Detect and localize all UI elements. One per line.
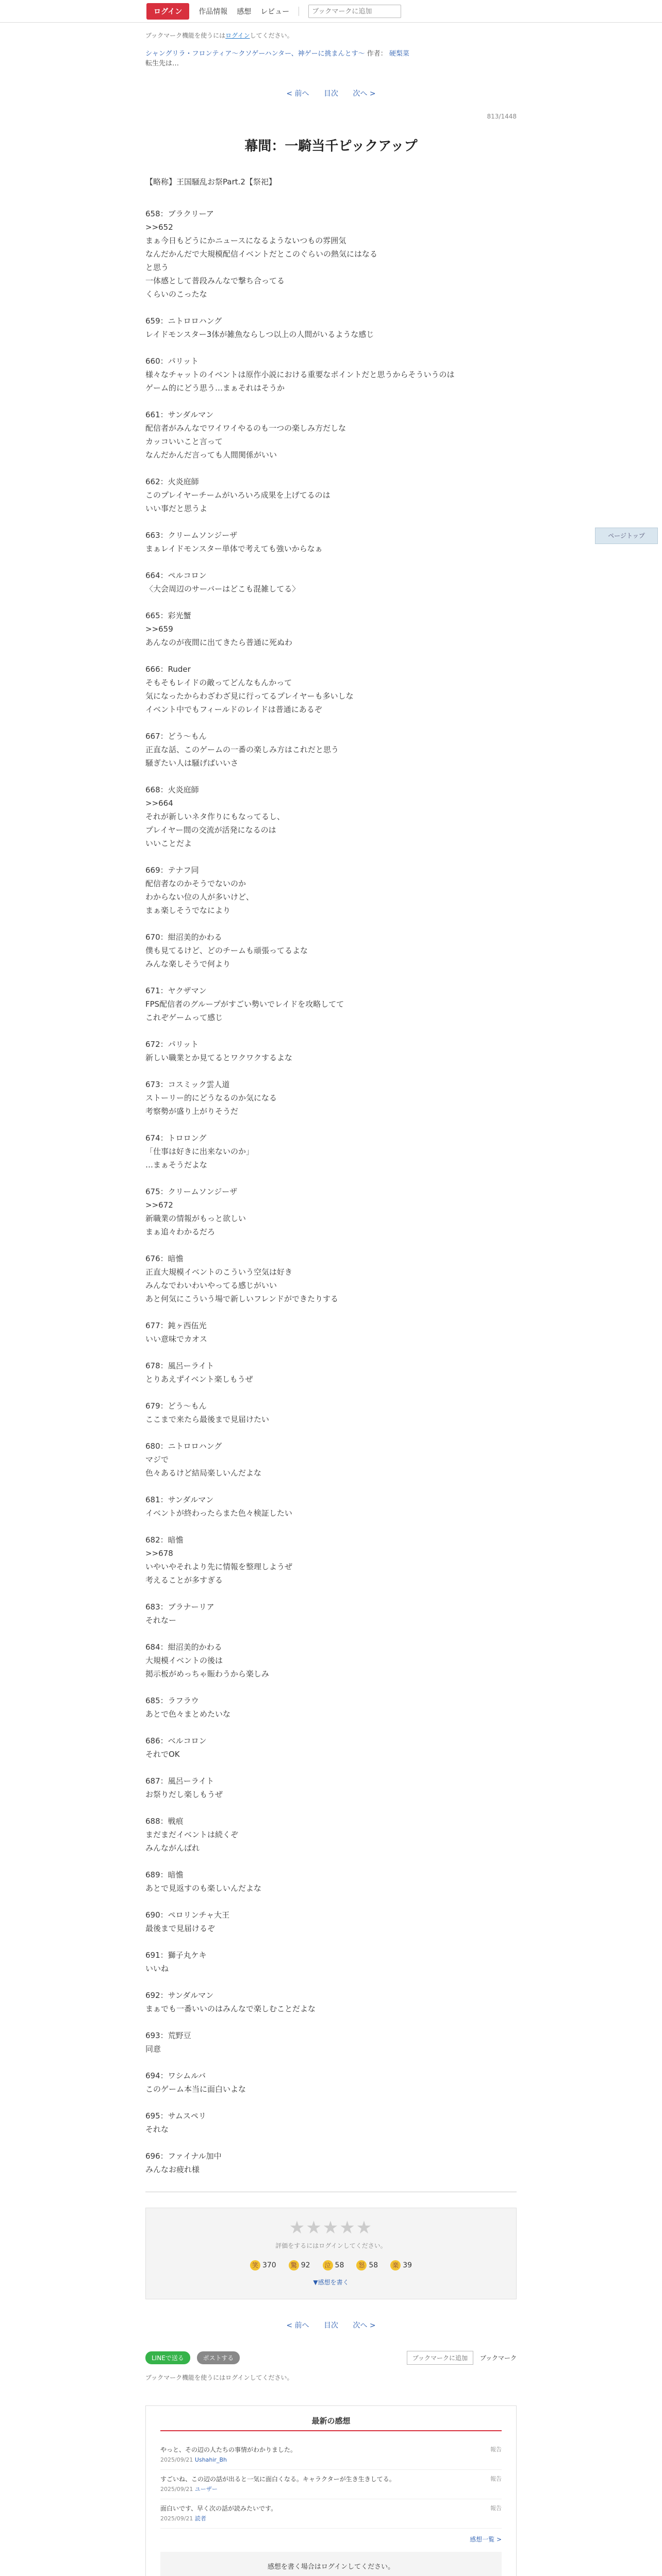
post-block	[145, 1640, 517, 1681]
comment-user-link[interactable]: ユーザー	[194, 2486, 218, 2493]
next-link[interactable]: 次へ >	[353, 2321, 376, 2330]
toc-link[interactable]: 目次	[324, 2321, 338, 2330]
bookmark-note-bottom: ブックマーク機能を使うにはログインしてください。	[145, 2374, 293, 2381]
share-bar	[145, 2351, 517, 2365]
comment-item	[160, 2470, 502, 2499]
reaction-1[interactable]	[289, 2260, 310, 2270]
comment-login-note: 感想を書く場合はログインしてください。	[160, 2552, 502, 2576]
post-header: 684：紺沼美的かわる	[145, 1642, 222, 1652]
comments-title: 最新の感想	[160, 2415, 502, 2431]
post-block	[145, 2149, 517, 2176]
post-header: 689：暗憺	[145, 1870, 184, 1879]
bookmark-label[interactable]: ブックマーク	[479, 2354, 517, 2362]
post-body: 「仕事は好きに出来ないのか」 …まぁそうだよな	[145, 1147, 254, 1170]
comment-text: すごいね、この辺の話が出ると一気に面白くなる。キャラクターが生き生きしてる。	[160, 2476, 395, 2483]
prev-link[interactable]: < 前へ	[286, 2321, 309, 2330]
post-header: 675：クリームソンジーザ	[145, 1187, 238, 1196]
comment-user-link[interactable]: 読者	[194, 2515, 206, 2522]
post-body: まぁレイドモンスター単体で考えても強いからなぁ	[145, 544, 323, 553]
post-block	[145, 1989, 517, 2015]
reaction-3[interactable]	[356, 2260, 378, 2270]
reaction-count: 58	[335, 2261, 344, 2269]
bookmark-note	[145, 31, 517, 40]
post-body: いいね	[145, 1964, 169, 1973]
bookmark-add-button[interactable]: ブックマークに追加	[407, 2351, 473, 2365]
post-block	[145, 207, 517, 301]
post-header: 694：ワシムルバ	[145, 2071, 206, 2080]
comment-date: 2025/09/21	[160, 2515, 193, 2522]
post-block	[145, 1319, 517, 1346]
reaction-icon: 怒	[356, 2260, 367, 2270]
post-block	[145, 930, 517, 971]
post-body: まぁでも一番いいのはみんなで楽しむことだよな	[145, 2004, 316, 2013]
post-block	[145, 783, 517, 850]
line-share-button[interactable]: LINEで送る	[145, 2351, 190, 2364]
post-body: みんなお疲れ様	[145, 2165, 200, 2174]
post-header: 666：Ruder	[145, 665, 191, 674]
post-body: ストーリー的にどうなるのか気になる 考察勢が盛り上がりそうだ	[145, 1093, 277, 1116]
post-body: そもそもレイドの敵ってどんなもんかって 気になったからわざわざ見に行ってるプレイヤーも多いしな イベント中でもフィールドのレイドは普通にあるぞ	[145, 678, 354, 714]
reaction-count: 370	[262, 2261, 276, 2269]
post-block	[145, 1078, 517, 1118]
post-header: 693：荒野豆	[145, 2031, 191, 2040]
post-header: 680：ニトロロハング	[145, 1442, 222, 1451]
evaluation-note: 評価をするにはログインしてください。	[275, 2242, 387, 2249]
posts-list	[145, 207, 517, 2176]
reaction-0[interactable]	[250, 2260, 276, 2270]
login-button[interactable]: ログイン	[146, 3, 189, 20]
post-header: 687：風呂ーライト	[145, 1776, 214, 1786]
post-body: あとで見返すのも楽しいんだよな	[145, 1884, 262, 1893]
post-header: 661：サンダルマン	[145, 410, 214, 419]
post-body: >>664 それが新しいネタ作りにもなってるし、 プレイヤー間の交流が活発になるのは いいことだよ	[145, 799, 285, 848]
post-header: 685：ラフラウ	[145, 1696, 199, 1705]
post-block	[145, 1038, 517, 1064]
comment-user-link[interactable]: Ushahir_Bh	[194, 2456, 227, 2463]
post-block	[145, 1908, 517, 1935]
post-header: 663：クリームソンジーザ	[145, 531, 238, 540]
report-link[interactable]: 報告	[490, 2476, 502, 2482]
post-header: 691：獅子丸ケキ	[145, 1951, 207, 1960]
post-header: 679：どう〜もん	[145, 1401, 207, 1411]
post-body: >>672 新職業の情報がもっと欲しい まぁ追々わかるだろ	[145, 1200, 246, 1236]
breadcrumb	[145, 48, 517, 67]
evaluation-box	[145, 2208, 517, 2299]
post-block	[145, 314, 517, 341]
post-header: 668：火炎庭師	[145, 785, 199, 794]
next-link[interactable]: 次へ >	[353, 90, 376, 98]
post-header: 659：ニトロロハング	[145, 316, 222, 326]
comment-meta	[160, 2514, 502, 2524]
write-impression-link[interactable]: ▼感想を書く	[313, 2279, 349, 2286]
post-block	[145, 354, 517, 395]
post-body: 新しい職業とか見てるとワクワクするよな	[145, 1053, 293, 1062]
report-link[interactable]: 報告	[490, 2505, 502, 2512]
post-header: 688：戦痕	[145, 1817, 184, 1826]
post-header: 677：鈍ヶ西伍光	[145, 1321, 207, 1330]
post-block	[145, 1815, 517, 1855]
post-block	[145, 2109, 517, 2136]
nav-item-review[interactable]: レビュー	[260, 7, 290, 16]
post-body: 大規模イベントの後は 掲示板がめっちゃ賑わうから楽しみ	[145, 1656, 269, 1679]
comment-text: やっと、その辺の人たちの事情がわかりました。	[160, 2446, 297, 2453]
nav-item-info[interactable]: 作品情報	[198, 7, 228, 16]
toc-link[interactable]: 目次	[324, 90, 338, 98]
comment-date: 2025/09/21	[160, 2486, 193, 2493]
post-body: 〈大会周辺のサーバーはどこも混雑してる〉	[145, 584, 300, 594]
post-block	[145, 569, 517, 596]
post-header: 681：サンダルマン	[145, 1495, 214, 1504]
post-block	[145, 1185, 517, 1239]
post-body: FPS配信者のグループがすごい勢いでレイドを攻略してて これぞゲームって感じ	[145, 999, 344, 1022]
post-header: 674：トロロング	[145, 1133, 207, 1143]
post-block	[145, 984, 517, 1024]
reaction-4[interactable]	[390, 2260, 412, 2270]
author-label: 作者：	[367, 50, 387, 58]
comment-meta	[160, 2455, 502, 2465]
bookmark-add-input[interactable]	[308, 5, 401, 18]
post-body: >>659 あんなのが夜間に出てきたら普通に死ぬわ	[145, 624, 293, 647]
post-block	[145, 663, 517, 716]
post-header: 673：コスミック雲人道	[145, 1080, 230, 1089]
bookmark-note-suffix: してください。	[250, 32, 293, 39]
chapter-title: 幕間：一騎当千ピックアップ	[244, 139, 418, 154]
post-body: それなー	[145, 1616, 177, 1625]
nav-item-impressions[interactable]: 感想	[237, 7, 252, 16]
post-header: 676：暗憺	[145, 1254, 184, 1263]
post-header: 670：紺沼美的かわる	[145, 933, 222, 942]
post-block	[145, 1774, 517, 1801]
topbar	[0, 0, 662, 23]
post-block	[145, 1359, 517, 1386]
post-header: 664：ペルコロン	[145, 571, 207, 580]
post-body: イベントが終わったらまた色々検証したい	[145, 1509, 292, 1518]
series-link[interactable]: シャングリラ・フロンティア〜クソゲーハンター、神ゲーに挑まんとす〜	[145, 50, 365, 58]
post-body: >>678 いやいやそれより先に情報を整理しようぜ 考えることが多すぎる	[145, 1549, 293, 1585]
post-header: 660：パリット	[145, 357, 199, 366]
post-body: ここまで来たら最後まで見届けたい	[145, 1415, 270, 1424]
post-block	[145, 475, 517, 515]
episode-nav-bottom	[145, 2320, 517, 2330]
post-header: 695：サムスペリ	[145, 2111, 206, 2121]
post-body: お祭りだし楽しもうぜ	[145, 1790, 223, 1799]
post-block	[145, 1252, 517, 1306]
post-block	[145, 1439, 517, 1480]
reaction-icon: 笑	[250, 2260, 260, 2270]
post-header: 692：サンダルマン	[145, 1991, 214, 2000]
post-header: 690：ペロリンチャ大王	[145, 1910, 230, 1920]
post-body: 正直な話、このゲームの一番の楽しみ方はこれだと思う 騒ぎたい人は騒げばいいさ	[145, 745, 339, 768]
bookmark-login-link[interactable]: ログイン	[225, 32, 250, 39]
post-block	[145, 529, 517, 555]
post-block	[145, 1493, 517, 1520]
post-body: 僕も見てるけど、どのチームも頑張ってるよな みんな楽しそうで何より	[145, 946, 308, 969]
post-body: まだまだイベントは続くぞ みんながんばれ	[145, 1830, 239, 1853]
prev-link[interactable]: < 前へ	[286, 90, 309, 98]
post-body: このプレイヤーチームがいろいろ成果を上げてるのは いい事だと思うよ	[145, 490, 330, 513]
comment-item	[160, 2499, 502, 2529]
post-body: いい意味でカオス	[145, 1334, 207, 1344]
comment-item	[160, 2441, 502, 2470]
reaction-count: 39	[403, 2261, 412, 2269]
post-block	[145, 1948, 517, 1975]
post-block	[145, 1734, 517, 1761]
post-body: あとで色々まとめたいな	[145, 1709, 231, 1719]
post-body: それな	[145, 2125, 169, 2134]
report-link[interactable]: 報告	[490, 2446, 502, 2453]
reactions	[146, 2260, 516, 2270]
main-container	[145, 31, 517, 2576]
post-header: 683：ブラナーリア	[145, 1602, 214, 1612]
post-header: 665：彩光蟹	[145, 611, 191, 620]
reaction-2[interactable]	[323, 2260, 344, 2270]
post-body: 様々なチャットのイベントは原作小説における重要なポイントだと思うからそういうのは ゲーム的にどう思う…まぁそれはそうか	[145, 370, 455, 393]
post-body: 配信者なのかそうでないのか わからない位の人が多いけど、 まぁ楽しそうでなにより	[145, 879, 254, 915]
post-body: >>652 まぁ今日もどうにかニュースになるようないつもの雰囲気 なんだかんだで大規模配信イベントだとこのぐらいの熱気にはなる と思う 一体感として普段みんなで撃ち合ってる くらいのこったな	[145, 223, 378, 299]
post-block	[145, 2029, 517, 2056]
comment-date: 2025/09/21	[160, 2456, 193, 2463]
post-block	[145, 863, 517, 917]
post-header: 672：パリット	[145, 1040, 199, 1049]
post-block	[145, 1399, 517, 1426]
comment-text: 面白いです、早く次の話が読みたいです。	[160, 2505, 277, 2512]
chapter-preface: 【略称】王国騒乱お祭Part.2【祭祀】	[145, 177, 276, 187]
comments-section	[145, 2405, 517, 2576]
post-body: 最後まで見届けるぞ	[145, 1924, 216, 1933]
post-block	[145, 730, 517, 770]
post-share-button[interactable]: ポストする	[197, 2351, 240, 2364]
post-body: 正直大規模イベントのこういう空気は好き みんなでわいわいやってる感じがいい あと何気にこういう場で新しいフレンドができたりする	[145, 1267, 339, 1303]
post-body: このゲーム本当に面白いよな	[145, 2084, 246, 2094]
reaction-count: 92	[301, 2261, 310, 2269]
comment-meta	[160, 2484, 502, 2495]
post-body: 配信者がみんなでワイワイやるのも一つの楽しみ方だしな カッコいいこと言って なんだかんだ言っても人間関係がいい	[145, 423, 346, 460]
post-block	[145, 609, 517, 649]
post-header: 658：ブラクリーア	[145, 209, 214, 218]
breadcrumb-line2: 転生先は…	[145, 60, 179, 67]
post-block	[145, 1600, 517, 1627]
post-header: 686：ベルコロン	[145, 1736, 207, 1745]
post-header: 682：暗憺	[145, 1535, 184, 1545]
reaction-count: 58	[369, 2261, 378, 2269]
post-body: とりあえずイベント楽しもうぜ	[145, 1375, 253, 1384]
post-header: 669：テナフ同	[145, 866, 199, 875]
post-block	[145, 408, 517, 462]
post-header: 671：ヤクザマン	[145, 986, 207, 995]
page-top-button[interactable]: ページトップ	[595, 528, 658, 544]
reaction-icon: 楽	[390, 2260, 401, 2270]
post-body: レイドモンスター3体が雑魚ならしつ以上の人間がいるような感じ	[145, 330, 374, 339]
rating-stars[interactable]: ★★★★★	[289, 2217, 373, 2238]
post-header: 662：火炎庭師	[145, 477, 199, 486]
post-header: 667：どう〜もん	[145, 732, 207, 741]
reaction-icon: 驚	[289, 2260, 299, 2270]
post-block	[145, 1131, 517, 1172]
reaction-icon: 泣	[323, 2260, 333, 2270]
post-block	[145, 1868, 517, 1895]
post-body: 同意	[145, 2044, 161, 2054]
page-count: 813/1448	[487, 113, 517, 120]
bookmark-note-prefix: ブックマーク機能を使うには	[145, 32, 226, 39]
post-block	[145, 1694, 517, 1721]
post-header: 678：風呂ーライト	[145, 1361, 214, 1370]
post-block	[145, 1533, 517, 1587]
post-body: マジで 色々あるけど結局楽しいんだよな	[145, 1455, 262, 1478]
post-header: 696：ファイナル加中	[145, 2151, 222, 2161]
comments-more-link[interactable]: 感想一覧 >	[470, 2536, 502, 2543]
post-block	[145, 2069, 517, 2096]
episode-nav-top	[145, 88, 517, 98]
author-link[interactable]: 硬梨菜	[389, 50, 409, 58]
post-body: それでOK	[145, 1750, 180, 1759]
